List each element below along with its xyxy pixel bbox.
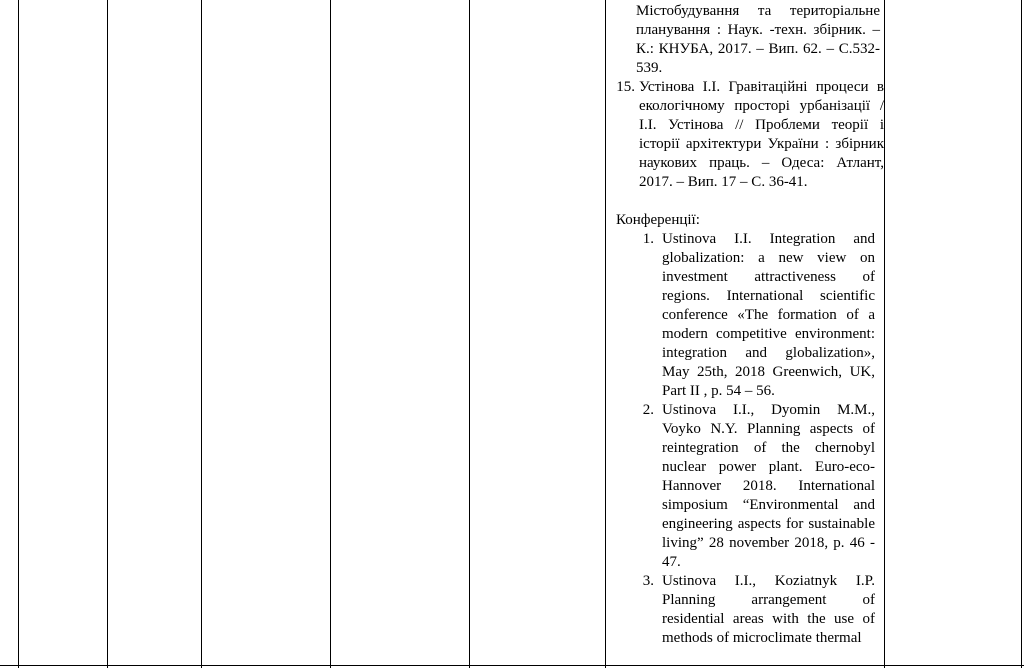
conference-item	[608, 230, 884, 401]
conference-text: Ustinova I.I. Integration and globalization: a new view on investment attractiveness of regions. International scientific conference «The formation of a modern competitive environment: integration and globalization», May 25th, 2018 Greenwich, UK, Part II , p. 54 – 56.	[662, 231, 875, 399]
table-column-border	[201, 0, 202, 668]
conference-item	[608, 572, 884, 648]
reference-item	[608, 78, 884, 192]
conference-item	[608, 401, 884, 572]
conferences-list	[608, 230, 884, 648]
table-column-border	[884, 0, 885, 668]
publications-cell	[608, 2, 884, 648]
table-column-border	[469, 0, 470, 668]
table-row-border	[0, 665, 1024, 666]
reference-text: Устінова І.І. Гравітаційні процеси в екологічному просторі урбанізації / І.І. Устінова // Проблеми теорії і історії архітектури України : збірник наукових праць. – Одеса: Атлант, 2017. – Вип. 17 – С. 36-41.	[639, 79, 884, 190]
table-column-border	[18, 0, 19, 668]
conference-text: Ustinova I.I., Koziatnyk I.P. Planning arrangement of residential areas with the use of methods of microclimate thermal	[662, 573, 875, 646]
table-column-border	[1021, 0, 1022, 668]
table-column-border	[107, 0, 108, 668]
conference-text: Ustinova I.I., Dyomin M.M., Voyko N.Y. Planning aspects of reintegration of the chernobyl nuclear power plant. Euro-eco-Hannover 2018. International simposium “Environmental and engineering aspects for sustainable living” 28 november 2018, p. 46 - 47.	[662, 402, 875, 570]
conference-number: 1.	[642, 231, 654, 247]
conferences-heading: Конференції:	[616, 212, 700, 228]
conference-number: 2.	[642, 402, 654, 418]
continued-reference: Містобудування та територіальне планування : Наук. -техн. збірник. – К.: КНУБА, 2017. – Вип. 62. – С.532-539.	[636, 3, 880, 76]
conference-number: 3.	[642, 573, 654, 589]
table-column-border	[330, 0, 331, 668]
table-column-border	[605, 0, 606, 668]
reference-number: 15.	[616, 79, 635, 95]
